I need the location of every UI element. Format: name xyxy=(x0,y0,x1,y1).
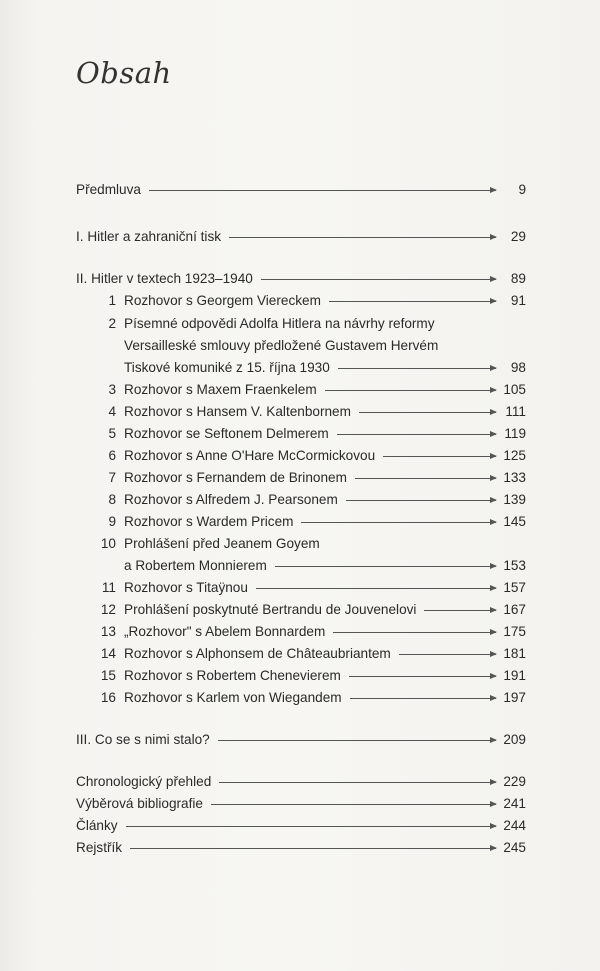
toc-subentry xyxy=(76,379,526,401)
toc-subentry xyxy=(76,533,526,555)
toc-subentry-number: 3 xyxy=(108,382,116,397)
arrow-leader-icon xyxy=(149,190,496,191)
toc-entry-label: Články xyxy=(76,818,118,833)
arrow-leader-icon xyxy=(325,390,496,391)
toc-subentry-label: Rozhovor s Alfredem J. Pearsonem xyxy=(124,492,338,507)
toc-entry-index xyxy=(76,837,526,859)
toc-entry-label: I. Hitler a zahraniční tisk xyxy=(76,229,222,244)
toc-subentry-page: 157 xyxy=(503,580,526,595)
toc-subentry xyxy=(76,599,526,621)
toc-subentry-page: 125 xyxy=(503,448,526,463)
toc-subentry-number: 16 xyxy=(100,690,116,705)
arrow-leader-icon xyxy=(229,237,496,238)
toc-subentry-label-line: Písemné odpovědi Adolfa Hitlera na návrhy reformy xyxy=(124,316,435,331)
toc-subentry-label: Rozhovor s Anne O'Hare McCormickovou xyxy=(124,448,376,463)
toc-subentry xyxy=(76,643,526,665)
toc-subentry-page: 119 xyxy=(504,426,526,441)
toc-subentry-number: 14 xyxy=(100,646,116,661)
toc-entry-page: 241 xyxy=(503,796,526,811)
toc-subentry-page: 139 xyxy=(503,492,526,507)
toc-subentry-page: 91 xyxy=(510,293,526,308)
toc-entry-label: Chronologický přehled xyxy=(76,774,212,789)
toc-subentry xyxy=(76,423,526,445)
toc-subentry-number: 2 xyxy=(108,316,116,331)
toc-entry-page: 209 xyxy=(503,732,526,747)
toc-entry-page: 244 xyxy=(503,818,526,833)
toc-subentry-number: 8 xyxy=(108,492,116,507)
arrow-leader-icon xyxy=(349,676,496,677)
arrow-leader-icon xyxy=(383,456,496,457)
toc-subentry-number: 6 xyxy=(108,448,116,463)
toc-subentry-page: 105 xyxy=(503,382,526,397)
toc-subentry xyxy=(76,467,526,489)
toc-subentry xyxy=(76,290,526,312)
toc-subentry-label-line: Prohlášení před Jeanem Goyem xyxy=(124,536,320,551)
arrow-leader-icon xyxy=(301,522,496,523)
toc-subentry-label: Rozhovor s Wardem Pricem xyxy=(124,514,294,529)
arrow-leader-icon xyxy=(130,848,496,849)
toc-entry-section-1 xyxy=(76,226,526,248)
toc-subentry-number: 4 xyxy=(108,404,116,419)
toc-subentry-label: Rozhovor s Fernandem de Brinonem xyxy=(124,470,347,485)
toc-subentry-page: 111 xyxy=(505,404,526,419)
toc-entry-section-3 xyxy=(76,729,526,751)
toc-subentry xyxy=(76,665,526,687)
arrow-leader-icon xyxy=(329,301,496,302)
toc-subentry-page: 153 xyxy=(503,558,526,573)
arrow-leader-icon xyxy=(211,804,496,805)
toc-subentry xyxy=(76,401,526,423)
arrow-leader-icon xyxy=(218,740,496,741)
arrow-leader-icon xyxy=(355,478,496,479)
toc-subentry xyxy=(76,687,526,709)
toc-subentry xyxy=(76,511,526,533)
toc-subentry-number: 15 xyxy=(100,668,116,683)
toc-subentry-number: 7 xyxy=(108,470,116,485)
toc-subentry xyxy=(76,313,526,335)
arrow-leader-icon xyxy=(333,632,496,633)
arrow-leader-icon xyxy=(275,566,496,567)
arrow-leader-icon xyxy=(261,279,496,280)
arrow-leader-icon xyxy=(338,368,496,369)
toc-subentry xyxy=(76,445,526,467)
toc-subentry-page: 98 xyxy=(510,360,526,375)
toc-subentry-page: 197 xyxy=(503,690,526,705)
toc-subentry-number: 5 xyxy=(108,426,116,441)
arrow-leader-icon xyxy=(350,698,496,699)
toc-subentry-label: „Rozhovor" s Abelem Bonnardem xyxy=(124,624,326,639)
toc-entry-predmluva xyxy=(76,179,526,201)
toc-subentry-label: Rozhovor s Robertem Chenevierem xyxy=(124,668,341,683)
arrow-leader-icon xyxy=(359,412,496,413)
arrow-leader-icon xyxy=(424,610,496,611)
toc-subentry-label: Rozhovor se Seftonem Delmerem xyxy=(124,426,329,441)
toc-entry-chronology xyxy=(76,771,526,793)
toc-entry-bibliography xyxy=(76,793,526,815)
page-title: Obsah xyxy=(76,56,172,90)
toc-subentry-number: 13 xyxy=(100,624,116,639)
arrow-leader-icon xyxy=(399,654,496,655)
toc-subentry-number: 10 xyxy=(100,536,116,551)
toc-entry-label: Rejstřík xyxy=(76,840,123,855)
toc-subentry-label: Rozhovor s Georgem Viereckem xyxy=(124,293,321,308)
toc-subentry-page: 181 xyxy=(503,646,526,661)
toc-entry-articles xyxy=(76,815,526,837)
toc-subentry-label: Prohlášení poskytnuté Bertrandu de Jouvenelovi xyxy=(124,602,417,617)
toc-subentry-label-line: Versailleské smlouvy předložené Gustavem Hervém xyxy=(124,338,439,353)
arrow-leader-icon xyxy=(346,500,496,501)
toc-subentry-number: 12 xyxy=(100,602,116,617)
toc-entry-page: 29 xyxy=(510,229,526,244)
toc-entry-page: 229 xyxy=(503,774,526,789)
toc-subentry-label: Rozhovor s Hansem V. Kaltenbornem xyxy=(124,404,351,419)
arrow-leader-icon xyxy=(256,588,496,589)
toc-subentry xyxy=(76,621,526,643)
toc-subentry-number: 9 xyxy=(108,514,116,529)
toc-subentry-number: 1 xyxy=(108,293,116,308)
toc-subentry xyxy=(76,489,526,511)
toc-subentry-page: 191 xyxy=(503,668,526,683)
toc-entry-page: 9 xyxy=(518,182,526,197)
toc-subentry-page: 175 xyxy=(503,624,526,639)
toc-subentry-last-line xyxy=(124,357,526,379)
toc-entry-label: III. Co se s nimi stalo? xyxy=(76,732,210,747)
toc-subentry xyxy=(76,577,526,599)
toc-entry-label: II. Hitler v textech 1923–1940 xyxy=(76,271,253,286)
toc-subentry-page: 167 xyxy=(503,602,526,617)
toc-subentry-label: Rozhovor s Maxem Fraenkelem xyxy=(124,382,317,397)
toc-subentry-number: 11 xyxy=(101,580,116,595)
toc-entry-section-2 xyxy=(76,268,526,290)
toc-subentry-label: Rozhovor s Karlem von Wiegandem xyxy=(124,690,342,705)
toc-subentry-label: Rozhovor s Titaÿnou xyxy=(124,580,248,595)
toc-entry-page: 245 xyxy=(503,840,526,855)
toc-subentry-page: 145 xyxy=(503,514,526,529)
toc-subentry-last-line xyxy=(124,555,526,577)
toc-subentry-label: Rozhovor s Alphonsem de Châteaubriantem xyxy=(124,646,391,661)
toc-entry-page: 89 xyxy=(510,271,526,286)
toc-subentry-label-line: Tiskové komuniké z 15. října 1930 xyxy=(124,360,330,375)
arrow-leader-icon xyxy=(337,434,496,435)
toc-entry-label: Výběrová bibliografie xyxy=(76,796,203,811)
toc-subentry-page: 133 xyxy=(503,470,526,485)
arrow-leader-icon xyxy=(219,782,496,783)
toc-entry-label: Předmluva xyxy=(76,182,141,197)
arrow-leader-icon xyxy=(126,826,496,827)
toc-subentry-label-line: a Robertem Monnierem xyxy=(124,558,267,573)
